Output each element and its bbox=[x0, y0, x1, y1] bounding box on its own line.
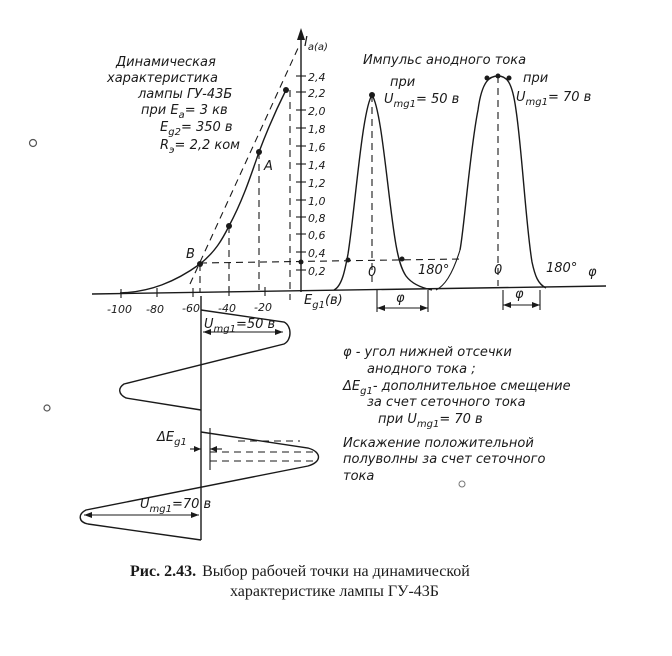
pulse-180-label: 180° bbox=[418, 263, 450, 278]
characteristic-label-line: $E_{g2}= 350$ в bbox=[160, 120, 233, 138]
phi-marker-2-label: φ bbox=[515, 287, 524, 302]
pulse2-label: $U_{mg1}= 70$ в bbox=[516, 90, 592, 108]
arrow-head bbox=[84, 512, 92, 518]
y-tick-label: 0,4 bbox=[308, 247, 326, 260]
characteristic-label-line: лампы ГУ-43Б bbox=[138, 87, 233, 102]
arrow-head bbox=[191, 512, 199, 518]
x-tick-label: -60 bbox=[182, 302, 200, 315]
y-tick-label: 1,6 bbox=[308, 141, 326, 154]
pulse-50-cutoff bbox=[400, 257, 405, 262]
distortion-line: Искажение положительной bbox=[343, 436, 534, 451]
y-tick-label: 1,2 bbox=[308, 177, 326, 190]
arrow-head bbox=[503, 302, 511, 308]
arrow-head bbox=[210, 446, 217, 452]
pulse1-pri: при bbox=[390, 75, 416, 90]
arrow-head bbox=[377, 305, 385, 311]
figure-caption: Рис. 2.43. Выбор рабочей точки на динамической bbox=[130, 563, 470, 580]
x-tick-label: -20 bbox=[254, 301, 272, 314]
y-tick-label: 1,0 bbox=[308, 195, 326, 208]
pulse-zero-label: 0 bbox=[368, 265, 377, 280]
pulse-zero-label: 0 bbox=[494, 263, 503, 278]
scan-specks bbox=[30, 140, 466, 488]
x-axis bbox=[92, 286, 606, 294]
distortion-line: полуволны за счет сеточного bbox=[343, 452, 546, 467]
arrow-head bbox=[420, 305, 428, 311]
y-tick-label: 1,8 bbox=[308, 123, 326, 136]
y-axis-title: $I_{a(a)}$ bbox=[304, 35, 328, 53]
pulse-70-peak bbox=[507, 76, 512, 81]
characteristic-label-line: $R_э= 2,2$ ком bbox=[160, 138, 240, 156]
x-tick-label: -100 bbox=[107, 303, 132, 316]
delta-eg1-label: $\Delta E_{g1}$ bbox=[157, 430, 187, 448]
grid-wave-70 bbox=[80, 432, 318, 540]
y-tick-label: 2,2 bbox=[308, 87, 326, 100]
arrow-head bbox=[532, 302, 540, 308]
y-tick-label: 0,2 bbox=[308, 265, 326, 278]
point-a-label: A bbox=[264, 159, 273, 174]
x-tick-marks bbox=[121, 287, 265, 298]
legend-line: анодного тока ; bbox=[367, 362, 476, 377]
distortion-line: тока bbox=[343, 469, 375, 484]
legend-line: за счет сеточного тока bbox=[367, 395, 526, 410]
pulse-50-cutoff bbox=[346, 258, 351, 263]
grid-50-label: $U_{mg1}=50$ в bbox=[204, 317, 276, 335]
pulse1-label: $U_{mg1}= 50$ в bbox=[384, 92, 460, 110]
pulse-180-label: 180° bbox=[546, 261, 578, 276]
y-tick-label: 1,4 bbox=[308, 159, 326, 172]
x-axis-label: $E_{g1}(в)$ bbox=[304, 293, 343, 311]
pulse-title: Импульс анодного тока bbox=[363, 53, 527, 68]
pulse-70-peak bbox=[485, 76, 490, 81]
legend-line: при $U_{mg1}= 70$ в bbox=[378, 412, 483, 430]
phi-axis-label: φ bbox=[588, 265, 597, 280]
arrow-head bbox=[275, 329, 283, 335]
legend-line: $\Delta E_{g1}-$ дополнительное смещение bbox=[343, 379, 571, 397]
pulse2-pri: при bbox=[523, 71, 549, 86]
phi-marker-1-label: φ bbox=[396, 291, 405, 306]
y-tick-label: 0,8 bbox=[308, 212, 326, 225]
arrow-head bbox=[194, 446, 201, 452]
characteristic-label-line: при $E_a= 3$ кв bbox=[141, 103, 228, 121]
cutoff-origin-dot bbox=[299, 260, 304, 265]
characteristic-label-line: характеристика bbox=[107, 71, 218, 86]
pulse-50-peak bbox=[369, 92, 375, 98]
figure-caption-line2: характеристике лампы ГУ-43Б bbox=[230, 583, 439, 600]
y-tick-label: 2,4 bbox=[308, 71, 326, 84]
characteristic-label-line: Динамическая bbox=[116, 55, 216, 70]
x-tick-label: -40 bbox=[218, 302, 236, 315]
peak-point bbox=[283, 87, 289, 93]
pulse-70-peak bbox=[496, 74, 501, 79]
x-tick-label: -80 bbox=[146, 303, 164, 316]
y-tick-label: 0,6 bbox=[308, 229, 326, 242]
y-tick-label: 2,0 bbox=[308, 105, 326, 118]
point-b-label: B bbox=[186, 247, 195, 262]
grid-70-label: $U_{mg1}=70$ в bbox=[140, 497, 212, 515]
legend-line: φ - угол нижней отсечки bbox=[343, 345, 512, 360]
